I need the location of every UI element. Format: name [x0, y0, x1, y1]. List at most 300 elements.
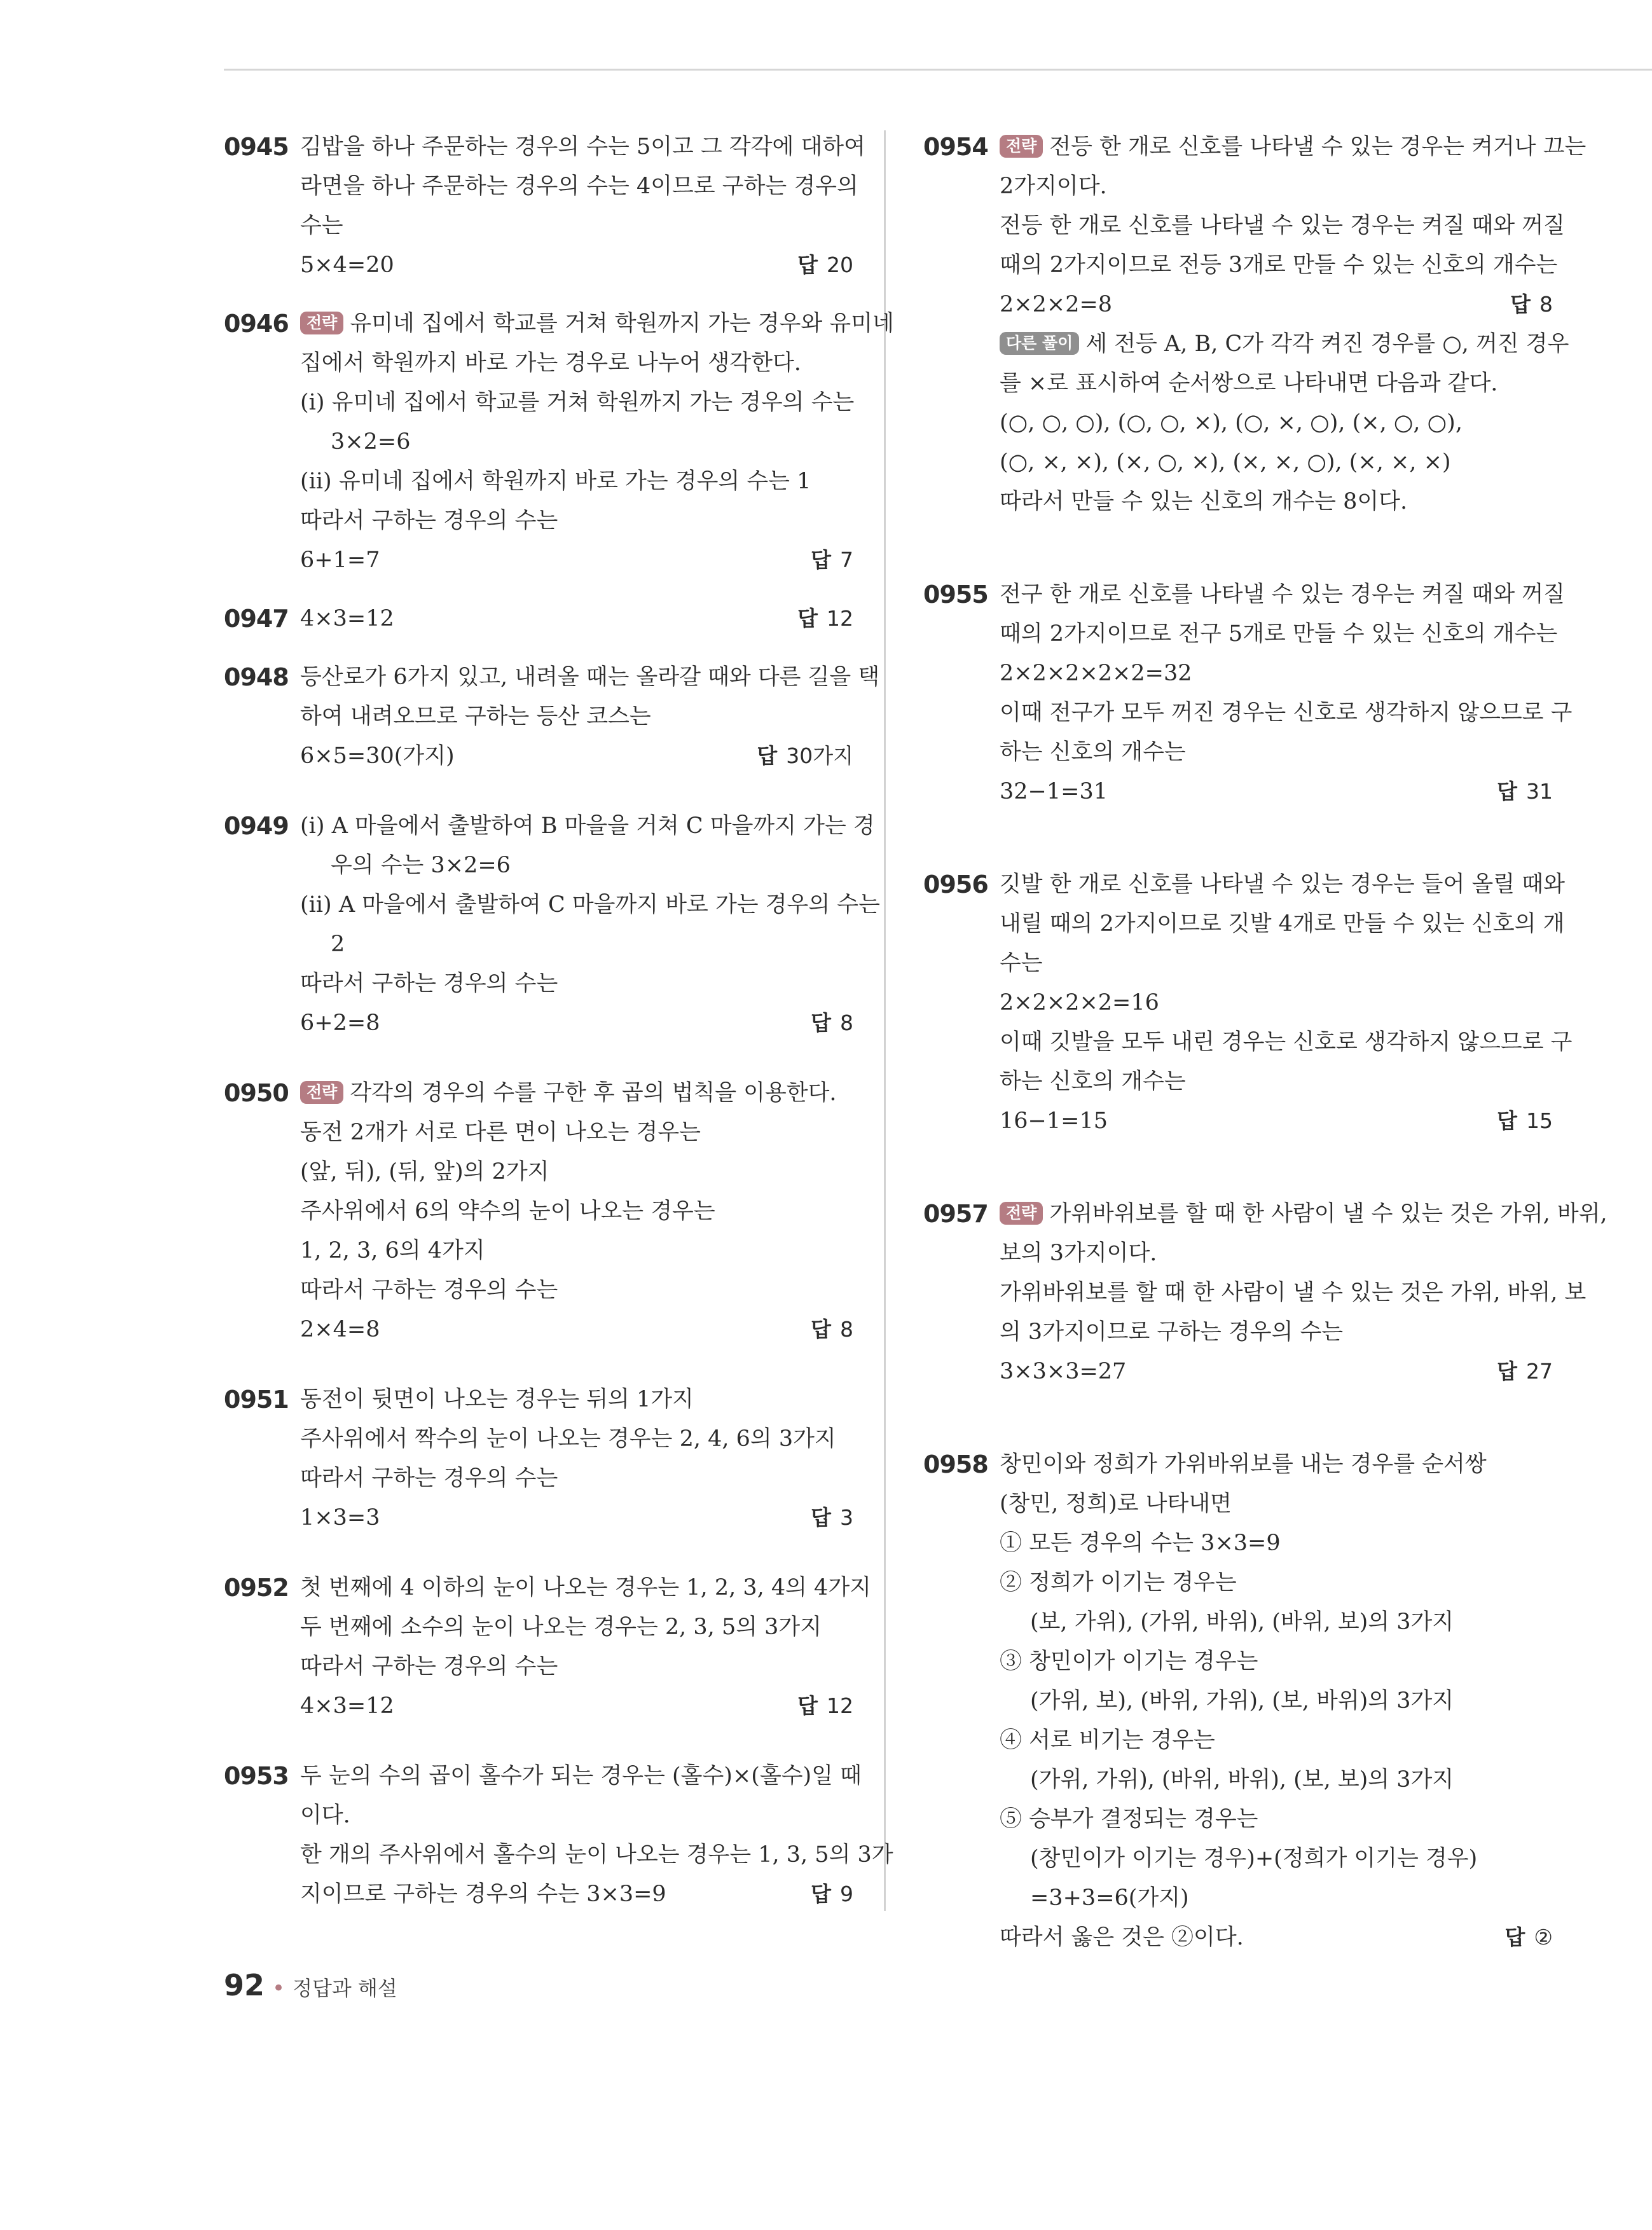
text-line	[1000, 865, 1565, 904]
line-text: 우의 수는 3×2=6	[331, 853, 511, 878]
text-line	[300, 1231, 853, 1270]
answer-value: 27	[1526, 1359, 1553, 1384]
line-content	[300, 1842, 893, 1868]
answer-line	[300, 1003, 853, 1043]
answer-label: 답	[797, 606, 818, 631]
line-content	[1000, 661, 1192, 686]
line-text: 내릴 때의 2가지이므로 깃발 4개로 만들 수 있는 신호의 개	[1000, 911, 1565, 937]
line-text: 동전이 뒷면이 나오는 경우는 뒤의 1가지	[300, 1387, 694, 1412]
line-content	[300, 971, 558, 996]
line-text: 3×3×3=27	[1000, 1359, 1127, 1384]
answer	[1497, 1352, 1553, 1391]
line-text: 하는 신호의 개수는	[1000, 740, 1186, 765]
left-column	[224, 127, 894, 1914]
line-content	[300, 469, 811, 494]
line-text: (ⅱ) A 마을에서 출발하여 C 마을까지 바로 가는 경우의 수는	[300, 892, 880, 918]
line-content	[300, 599, 394, 638]
text-line	[1000, 944, 1553, 983]
line-content	[300, 540, 380, 580]
strategy-badge: 전략	[300, 1081, 343, 1104]
text-line	[300, 304, 894, 343]
line-text: (가위, 보), (바위, 가위), (보, 바위)의 3가지	[1030, 1688, 1454, 1714]
line-text: 한 개의 주사위에서 홀수의 눈이 나오는 경우는 1, 3, 5의 3가	[300, 1842, 893, 1868]
line-content	[331, 932, 345, 957]
text-line	[300, 1796, 853, 1835]
line-text: ⑤ 승부가 결정되는 경우는	[1000, 1807, 1258, 1832]
text-line	[300, 1607, 853, 1647]
text-line	[1000, 1602, 1553, 1642]
answer-label: 답	[811, 1317, 831, 1342]
line-content	[1030, 1609, 1454, 1635]
line-content	[1000, 1101, 1108, 1141]
line-content	[300, 1277, 558, 1303]
text-line	[300, 501, 853, 540]
text-line	[300, 1192, 853, 1231]
line-content	[300, 508, 558, 533]
line-content	[300, 390, 854, 415]
line-text: 동전 2개가 서로 다른 면이 나오는 경우는	[300, 1120, 701, 1145]
line-text: 2가지이다.	[1000, 174, 1107, 199]
line-text: 32−1=31	[1000, 779, 1108, 804]
line-content	[1000, 582, 1565, 607]
line-content	[300, 1763, 862, 1789]
line-text: 따라서 구하는 경우의 수는	[300, 971, 558, 996]
answer-value: 9	[840, 1882, 853, 1906]
line-content	[1030, 1688, 1454, 1714]
answer	[811, 1310, 853, 1349]
line-text: 1×3=3	[300, 1505, 380, 1531]
text-line	[1000, 1878, 1553, 1918]
line-text: 첫 번째에 4 이하의 눈이 나오는 경우는 1, 2, 3, 4의 4가지	[300, 1575, 871, 1600]
text-line	[1000, 206, 1565, 245]
text-line	[300, 127, 865, 167]
text-line	[300, 1419, 853, 1459]
line-content	[1000, 1918, 1244, 1957]
line-text: 하는 신호의 개수는	[1000, 1069, 1186, 1094]
text-line	[1000, 403, 1553, 443]
line-content	[300, 813, 875, 839]
problem-0945	[224, 127, 865, 285]
problem-0953	[224, 1756, 893, 1914]
text-line	[300, 462, 853, 501]
line-text: 이때 깃발을 모두 내린 경우는 신호로 생각하지 않으므로 구	[1000, 1029, 1573, 1055]
line-text: ② 정희가 이기는 경우는	[1000, 1570, 1237, 1595]
line-text: 라면을 하나 주문하는 경우의 수는 4이므로 구하는 경우의	[300, 174, 858, 199]
line-text: 보의 3가지이다.	[1000, 1241, 1157, 1266]
line-content	[1000, 134, 1586, 160]
line-text: (창민, 정희)로 나타내면	[1000, 1491, 1232, 1517]
answer	[797, 245, 853, 285]
text-line	[1000, 245, 1558, 285]
answer-line	[300, 245, 853, 285]
line-content	[300, 1498, 380, 1538]
line-text: (ⅱ) 유미네 집에서 학원까지 바로 가는 경우의 수는 1	[300, 469, 811, 494]
text-line	[1000, 1681, 1553, 1721]
answer-value: 15	[1526, 1108, 1553, 1133]
text-line	[300, 806, 875, 846]
line-content	[1000, 285, 1112, 324]
answer-value: 7	[840, 547, 853, 572]
line-text: 5×4=20	[300, 252, 394, 278]
text-line	[300, 343, 853, 383]
line-content	[1030, 1885, 1189, 1911]
answer-label: 답	[757, 743, 778, 768]
line-text: 4×3=12	[300, 606, 394, 631]
line-text: 따라서 구하는 경우의 수는	[300, 508, 558, 533]
answer	[757, 736, 853, 776]
line-text: 의 3가지이므로 구하는 경우의 수는	[1000, 1319, 1344, 1345]
text-line	[300, 1113, 853, 1152]
problem-number: 0954	[923, 133, 988, 161]
text-line	[300, 846, 853, 885]
line-text: 때의 2가지이므로 전등 3개로 만들 수 있는 신호의 개수는	[1000, 252, 1558, 278]
text-line	[1000, 693, 1573, 733]
text-line	[300, 1459, 853, 1498]
answer-value: 12	[827, 606, 853, 631]
line-content	[300, 1803, 350, 1828]
line-text: 2	[331, 932, 345, 957]
line-text: (창민이가 이기는 경우)+(정희가 이기는 경우)	[1030, 1846, 1478, 1871]
line-content	[1000, 700, 1572, 726]
problem-0957	[923, 1194, 1607, 1391]
text-line	[300, 1568, 871, 1607]
line-text: 따라서 구하는 경우의 수는	[300, 1654, 558, 1679]
page-number: 92	[224, 1968, 265, 2002]
line-content	[1000, 1069, 1186, 1094]
line-text: 때의 2가지이므로 전구 5개로 만들 수 있는 신호의 개수는	[1000, 621, 1558, 647]
problem-0952	[224, 1568, 871, 1726]
problem-number: 0950	[224, 1079, 289, 1107]
text-line	[300, 206, 853, 245]
line-text: 6×5=30(가지)	[300, 743, 455, 769]
text-line	[1000, 1800, 1553, 1839]
line-content	[1000, 331, 1569, 357]
line-text: 6+2=8	[300, 1010, 380, 1036]
problem-0955	[923, 575, 1573, 811]
line-text: 따라서 구하는 경우의 수는	[300, 1277, 558, 1303]
answer-line	[1000, 1918, 1553, 1957]
text-line	[1000, 733, 1553, 772]
answer	[811, 1498, 853, 1538]
line-content	[331, 429, 410, 455]
answer	[1510, 285, 1553, 324]
line-content	[1000, 1319, 1343, 1345]
line-content	[1000, 872, 1565, 897]
line-content	[300, 1575, 871, 1600]
line-content	[1000, 990, 1159, 1015]
problem-number: 0948	[224, 663, 289, 691]
line-text: 주사위에서 6의 약수의 눈이 나오는 경우는	[300, 1199, 715, 1224]
text-line	[1000, 1273, 1587, 1312]
problem-0948	[224, 657, 880, 776]
line-text: 6+1=7	[300, 547, 380, 573]
line-text: 수는	[300, 213, 343, 238]
text-line	[300, 1380, 853, 1419]
line-content	[300, 1654, 558, 1679]
line-content	[300, 1199, 715, 1224]
answer-value: 3	[840, 1505, 853, 1530]
line-text: 따라서 구하는 경우의 수는	[300, 1466, 558, 1491]
text-line	[1000, 1312, 1553, 1352]
answer-line	[300, 599, 853, 638]
answer	[811, 1003, 853, 1043]
answer-line	[300, 736, 853, 776]
text-line	[300, 167, 858, 206]
line-text: 창민이와 정희가 가위바위보를 내는 경우를 순서쌍	[1000, 1452, 1487, 1477]
text-line	[1000, 324, 1569, 364]
strategy-badge: 전략	[1000, 1202, 1043, 1225]
line-content	[300, 704, 651, 729]
problem-number: 0947	[224, 605, 289, 633]
answer-value: 20	[827, 252, 853, 277]
line-content	[300, 1387, 694, 1412]
line-content	[1000, 740, 1186, 765]
text-line	[1000, 654, 1553, 693]
line-content	[1000, 1807, 1258, 1832]
answer-label: 답	[1510, 292, 1531, 317]
line-content	[300, 1466, 558, 1491]
problem-0951	[224, 1380, 853, 1538]
line-content	[1000, 489, 1407, 514]
answer-label: 답	[811, 1882, 831, 1906]
line-content	[1000, 450, 1451, 475]
line-content	[300, 134, 865, 160]
text-line	[1000, 1445, 1553, 1484]
line-text: (ⅰ) 유미네 집에서 학교를 거쳐 학원까지 가는 경우의 수는	[300, 390, 855, 415]
text-line	[300, 1647, 853, 1686]
text-line	[300, 422, 853, 462]
line-content	[300, 350, 801, 376]
line-text: 전구 한 개로 신호를 나타낼 수 있는 경우는 켜질 때와 꺼질	[1000, 582, 1565, 607]
line-text: 이다.	[300, 1803, 350, 1828]
line-content	[1030, 1767, 1454, 1793]
line-content	[300, 1003, 380, 1043]
line-content	[300, 1120, 701, 1145]
line-content	[1000, 621, 1557, 647]
line-content	[300, 174, 858, 199]
text-line	[1000, 443, 1553, 482]
line-content	[300, 1238, 485, 1263]
text-line	[1000, 1022, 1573, 1062]
text-line	[300, 1835, 893, 1875]
text-line	[300, 1073, 853, 1113]
footer-label: 정답과 해설	[293, 1976, 397, 2000]
text-line	[300, 697, 853, 736]
line-content	[1000, 1201, 1607, 1227]
text-line	[1000, 1760, 1553, 1800]
answer-value: ②	[1534, 1925, 1553, 1950]
line-text: (○, ○, ○), (○, ○, ×), (○, ×, ○), (×, ○, ○),	[1000, 410, 1463, 436]
text-line	[1000, 482, 1553, 521]
line-text: 김밥을 하나 주문하는 경우의 수는 5이고 그 각각에 대하여	[300, 134, 865, 160]
line-content	[300, 1159, 549, 1185]
line-content	[1000, 772, 1108, 811]
line-text: 이때 전구가 모두 꺼진 경우는 신호로 생각하지 않으므로 구	[1000, 700, 1573, 726]
line-content	[300, 1080, 837, 1106]
line-content	[300, 1686, 394, 1726]
line-content	[1030, 1846, 1477, 1871]
answer-value: 8	[1539, 292, 1553, 317]
text-line	[1000, 1721, 1553, 1760]
line-text: (보, 가위), (가위, 바위), (바위, 보)의 3가지	[1030, 1609, 1454, 1635]
line-text: 수는	[1000, 951, 1043, 976]
text-line	[1000, 1642, 1553, 1681]
answer-line	[1000, 1352, 1553, 1391]
text-line	[300, 657, 880, 697]
text-line	[1000, 983, 1553, 1022]
line-content	[1000, 1280, 1586, 1305]
problem-number: 0955	[923, 581, 988, 609]
line-text: 따라서 만들 수 있는 신호의 개수는 8이다.	[1000, 489, 1408, 514]
line-text: 세 전등 A, B, C가 각각 켜진 경우를 ○, 꺼진 경우	[1085, 331, 1569, 357]
line-text: ④ 서로 비기는 경우는	[1000, 1728, 1215, 1753]
answer-line	[300, 1310, 853, 1349]
text-line	[1000, 1234, 1553, 1273]
text-line	[300, 885, 880, 925]
line-text: 깃발 한 개로 신호를 나타낼 수 있는 경우는 들어 올릴 때와	[1000, 872, 1565, 897]
answer-line	[1000, 1101, 1553, 1141]
problem-0949	[224, 806, 880, 1043]
text-line	[1000, 614, 1558, 654]
answer-value: 31	[1526, 779, 1553, 804]
line-content	[300, 736, 455, 776]
text-line	[1000, 1563, 1553, 1602]
line-text: 등산로가 6가지 있고, 내려올 때는 올라갈 때와 다른 길을 택	[300, 664, 880, 690]
text-line	[1000, 904, 1565, 944]
line-text: 전등 한 개로 신호를 나타낼 수 있는 경우는 켜거나 끄는	[1049, 134, 1587, 160]
column-divider	[884, 130, 886, 1911]
answer	[797, 1686, 853, 1726]
line-text: 두 번째에 소수의 눈이 나오는 경우는 2, 3, 5의 3가지	[300, 1614, 822, 1640]
line-content	[300, 213, 343, 238]
line-text: =3+3=6(가지)	[1030, 1885, 1189, 1911]
line-text: 집에서 학원까지 바로 가는 경우로 나누어 생각한다.	[300, 350, 801, 376]
line-content	[300, 311, 894, 336]
text-line	[300, 925, 853, 964]
line-text: (가위, 가위), (바위, 바위), (보, 보)의 3가지	[1030, 1767, 1454, 1793]
line-content	[1000, 371, 1497, 396]
answer-label: 답	[811, 547, 831, 572]
line-content	[1000, 1570, 1237, 1595]
answer	[1497, 1101, 1553, 1141]
problem-number: 0958	[923, 1450, 988, 1478]
line-content	[1000, 213, 1565, 238]
line-text: 주사위에서 짝수의 눈이 나오는 경우는 2, 4, 6의 3가지	[300, 1426, 836, 1452]
line-content	[300, 892, 880, 918]
text-line	[1000, 1194, 1607, 1234]
line-text: 2×2×2×2=16	[1000, 990, 1159, 1015]
line-text: 전등 한 개로 신호를 나타낼 수 있는 경우는 켜질 때와 꺼질	[1000, 213, 1565, 238]
line-text: 각각의 경우의 수를 구한 후 곱의 법칙을 이용한다.	[350, 1080, 837, 1106]
answer-label: 답	[797, 252, 818, 277]
line-content	[300, 664, 879, 690]
line-content	[1000, 1531, 1281, 1556]
problem-number: 0952	[224, 1574, 289, 1602]
strategy-badge: 전략	[1000, 135, 1043, 158]
text-line	[1000, 364, 1553, 403]
text-line	[1000, 1839, 1553, 1878]
answer-line	[300, 540, 853, 580]
problem-number: 0949	[224, 812, 289, 840]
line-content	[1000, 911, 1565, 937]
line-text: 따라서 옳은 것은 ②이다.	[1000, 1925, 1244, 1950]
line-text: 4×3=12	[300, 1693, 394, 1719]
line-text: 유미네 집에서 학교를 거쳐 학원까지 가는 경우와 유미네	[350, 311, 894, 336]
answer-line	[1000, 285, 1553, 324]
line-content	[1000, 252, 1557, 278]
footer-bullet-icon: •	[272, 1976, 286, 2001]
answer-line	[300, 1875, 853, 1914]
answer-value: 8	[840, 1010, 853, 1035]
line-text: 지이므로 구하는 경우의 수는 3×3=9	[300, 1882, 666, 1907]
text-line	[300, 1152, 853, 1192]
problem-number: 0951	[224, 1386, 289, 1414]
line-text: ③ 창민이가 이기는 경우는	[1000, 1649, 1258, 1674]
line-content	[1000, 174, 1107, 199]
alternative-solution-badge: 다른 풀이	[1000, 332, 1079, 355]
line-content	[1000, 1352, 1126, 1391]
problem-0950	[224, 1073, 853, 1349]
text-line	[1000, 1524, 1553, 1563]
answer	[811, 540, 853, 580]
text-line	[1000, 1062, 1553, 1101]
page-footer	[224, 1968, 397, 2002]
answer-line	[1000, 772, 1553, 811]
answer-label: 답	[797, 1693, 818, 1718]
line-text: (ⅰ) A 마을에서 출발하여 B 마을을 거쳐 C 마을까지 가는 경	[300, 813, 875, 839]
line-content	[1000, 1241, 1157, 1266]
text-line	[300, 964, 853, 1003]
line-content	[1000, 1491, 1232, 1517]
right-column	[923, 127, 1607, 1957]
top-rule	[224, 69, 1652, 71]
text-line	[1000, 167, 1553, 206]
line-text: 가위바위보를 할 때 한 사람이 낼 수 있는 것은 가위, 바위, 보	[1000, 1280, 1587, 1305]
line-text: ① 모든 경우의 수는 3×3=9	[1000, 1531, 1281, 1556]
strategy-badge: 전략	[300, 312, 343, 334]
answer-label: 답	[811, 1505, 831, 1530]
line-text: 2×4=8	[300, 1317, 380, 1342]
line-content	[1000, 1728, 1215, 1753]
line-text: 두 눈의 수의 곱이 홀수가 되는 경우는 (홀수)×(홀수)일 때	[300, 1763, 862, 1789]
answer	[811, 1875, 853, 1914]
text-line	[1000, 127, 1587, 167]
line-content	[300, 245, 394, 285]
line-text: 2×2×2=8	[1000, 292, 1113, 317]
problem-0954	[923, 127, 1587, 521]
line-content	[331, 853, 511, 878]
answer-label: 답	[1504, 1925, 1525, 1950]
problem-0947	[224, 599, 853, 638]
line-content	[1000, 1649, 1258, 1674]
answer-label: 답	[1497, 779, 1517, 804]
text-line	[1000, 1484, 1553, 1524]
answer	[1505, 1918, 1553, 1957]
answer-value: 8	[840, 1317, 853, 1342]
problem-number: 0946	[224, 310, 289, 338]
line-text: (○, ×, ×), (×, ○, ×), (×, ×, ○), (×, ×, ×)	[1000, 450, 1451, 475]
line-text: 2×2×2×2×2=32	[1000, 661, 1192, 686]
answer-value: 12	[827, 1693, 853, 1718]
problem-number: 0953	[224, 1762, 289, 1790]
line-text: 가위바위보를 할 때 한 사람이 낼 수 있는 것은 가위, 바위,	[1049, 1201, 1607, 1227]
answer-label: 답	[811, 1010, 831, 1035]
answer-line	[300, 1686, 853, 1726]
line-text: 를 ×로 표시하여 순서쌍으로 나타내면 다음과 같다.	[1000, 371, 1498, 396]
line-text: 1, 2, 3, 6의 4가지	[300, 1238, 485, 1263]
line-text: 16−1=15	[1000, 1108, 1108, 1134]
problem-number: 0956	[923, 871, 988, 898]
